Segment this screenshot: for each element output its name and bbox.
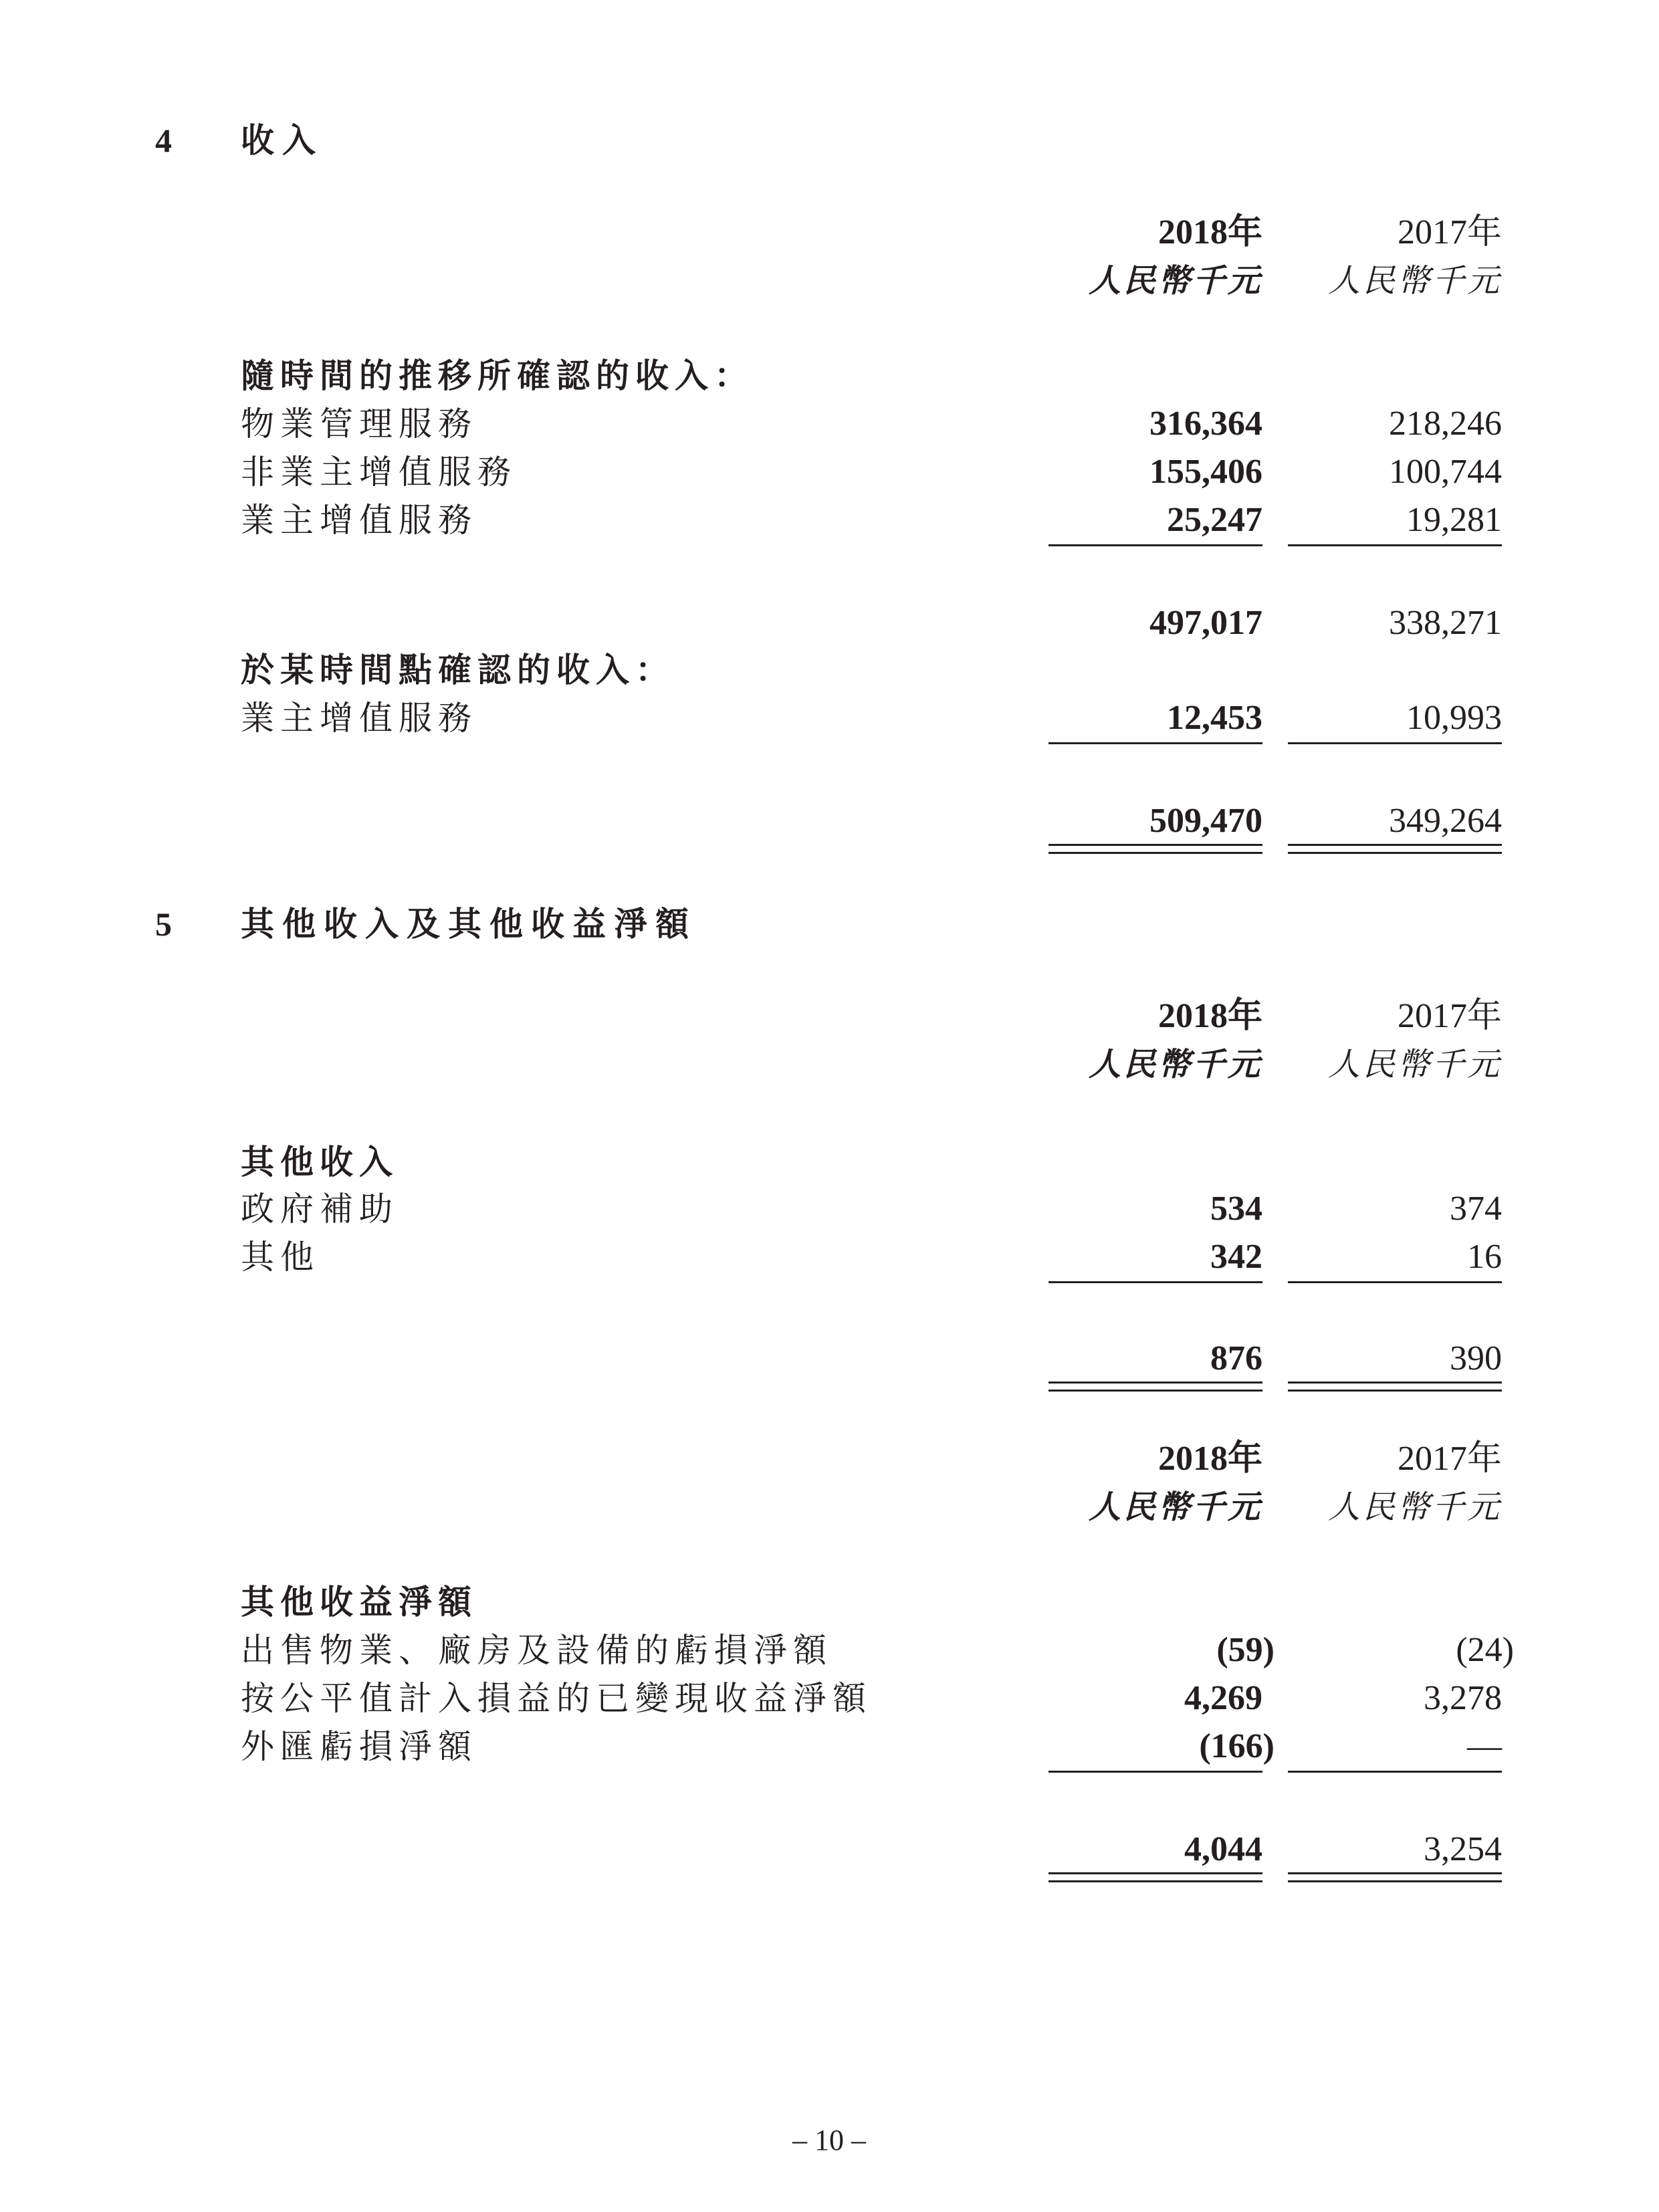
s4-subtotal-2018: 497,017	[1149, 604, 1262, 642]
s4-total-rule-2018	[1048, 742, 1262, 744]
s4-point-in-time-heading: 於某時間點確認的收入：	[241, 651, 675, 689]
s4-total-rule-2017	[1288, 742, 1502, 744]
s5-net-gains-double-rule-top-2018	[1048, 1872, 1262, 1874]
s4-total-double-rule-top-2017	[1288, 844, 1502, 846]
s5-row-label: 政府補助	[241, 1190, 399, 1228]
s5-net-gains-double-rule-bottom-2017	[1288, 1880, 1502, 1882]
s4-row-label: 業主增值服務	[241, 699, 477, 738]
s5-header-unit-2017: 人民幣千元	[1327, 1046, 1502, 1083]
s5-row-label: 其他	[241, 1238, 320, 1277]
s5-other-income-heading: 其他收入	[241, 1143, 399, 1182]
s5-net-gains-rule-2017	[1288, 1771, 1502, 1773]
s4-row-2018: 25,247	[1167, 501, 1262, 539]
s5-row-label: 外匯虧損淨額	[241, 1727, 477, 1766]
s5-row-2017: —	[1467, 1727, 1502, 1765]
s5-net-gains-double-rule-top-2017	[1288, 1872, 1502, 1874]
s4-row-2017: 19,281	[1406, 501, 1502, 539]
s5-row-2017: 374	[1450, 1190, 1502, 1228]
s4-total-double-rule-bottom-2017	[1288, 852, 1502, 854]
s4-total-2018: 509,470	[1149, 802, 1262, 840]
s4-total-double-rule-bottom-2018	[1048, 852, 1262, 854]
s5-row-2018: 4,269	[1184, 1679, 1262, 1717]
s5-net-gains-rule-2018	[1048, 1771, 1262, 1773]
section-5-number: 5	[155, 905, 172, 943]
s5-row-2018: (166)	[1199, 1727, 1275, 1765]
s5-other-income-total-2018: 876	[1210, 1339, 1262, 1377]
section-4-title: 收入	[241, 121, 324, 160]
s4-total-2017: 349,264	[1389, 802, 1502, 840]
s5-net-gains-total-2018: 4,044	[1184, 1830, 1262, 1868]
s5-row-2017: 16	[1467, 1238, 1502, 1276]
s5-other-income-rule-2017	[1288, 1281, 1502, 1283]
s5-row-2017: 3,278	[1424, 1679, 1502, 1717]
s4-row-label: 物業管理服務	[241, 405, 477, 443]
s4-over-time-heading: 隨時間的推移所確認的收入：	[241, 356, 754, 395]
s4-row-2017: 10,993	[1406, 699, 1502, 737]
s5-row-2018: (59)	[1216, 1631, 1275, 1669]
s5-row-label: 按公平值計入損益的已變現收益淨額	[241, 1679, 872, 1718]
s5-header2-unit-2018: 人民幣千元	[1088, 1488, 1262, 1526]
s4-row-2018: 155,406	[1149, 453, 1262, 491]
section-4-number: 4	[155, 122, 172, 159]
s5-net-gains-total-2017: 3,254	[1424, 1830, 1502, 1868]
s5-row-2017: (24)	[1456, 1631, 1514, 1669]
s5-other-income-double-rule-top-2017	[1288, 1381, 1502, 1384]
s4-row-2017: 218,246	[1389, 405, 1502, 443]
s5-other-income-double-rule-top-2018	[1048, 1381, 1262, 1384]
s4-row-label: 非業主增值服務	[241, 453, 517, 491]
s5-net-gains-double-rule-bottom-2018	[1048, 1880, 1262, 1882]
s4-header-year-2017: 2017年	[1397, 213, 1502, 251]
s4-total-double-rule-top-2018	[1048, 844, 1262, 846]
s4-header-unit-2018: 人民幣千元	[1088, 262, 1262, 300]
page-number: – 10 –	[792, 2124, 866, 2156]
s4-subtotal-rule-2017	[1288, 544, 1502, 546]
s4-subtotal-2017: 338,271	[1389, 604, 1502, 642]
s5-row-2018: 342	[1210, 1238, 1262, 1276]
s4-subtotal-rule-2018	[1048, 544, 1262, 546]
s5-net-gains-heading: 其他收益淨額	[241, 1583, 477, 1622]
s5-header-year-2018: 2018年	[1157, 997, 1262, 1035]
s4-row-2018: 12,453	[1167, 699, 1262, 737]
s5-other-income-double-rule-bottom-2018	[1048, 1390, 1262, 1392]
s5-other-income-double-rule-bottom-2017	[1288, 1390, 1502, 1392]
s5-header-year-2017: 2017年	[1397, 997, 1502, 1035]
s5-header-unit-2018: 人民幣千元	[1088, 1046, 1262, 1083]
s4-header-unit-2017: 人民幣千元	[1327, 262, 1502, 300]
s4-row-2018: 316,364	[1149, 405, 1262, 443]
s4-row-label: 業主增值服務	[241, 501, 477, 540]
s5-header2-year-2017: 2017年	[1397, 1440, 1502, 1478]
s4-row-2017: 100,744	[1389, 453, 1502, 491]
s4-header-year-2018: 2018年	[1157, 213, 1262, 251]
section-5-title: 其他收入及其他收益淨額	[241, 905, 697, 944]
s5-row-2018: 534	[1210, 1190, 1262, 1228]
s5-other-income-total-2017: 390	[1450, 1339, 1502, 1377]
s5-header2-unit-2017: 人民幣千元	[1327, 1488, 1502, 1526]
s5-row-label: 出售物業、廠房及設備的虧損淨額	[241, 1631, 833, 1670]
s5-other-income-rule-2018	[1048, 1281, 1262, 1283]
s5-header2-year-2018: 2018年	[1157, 1440, 1262, 1478]
